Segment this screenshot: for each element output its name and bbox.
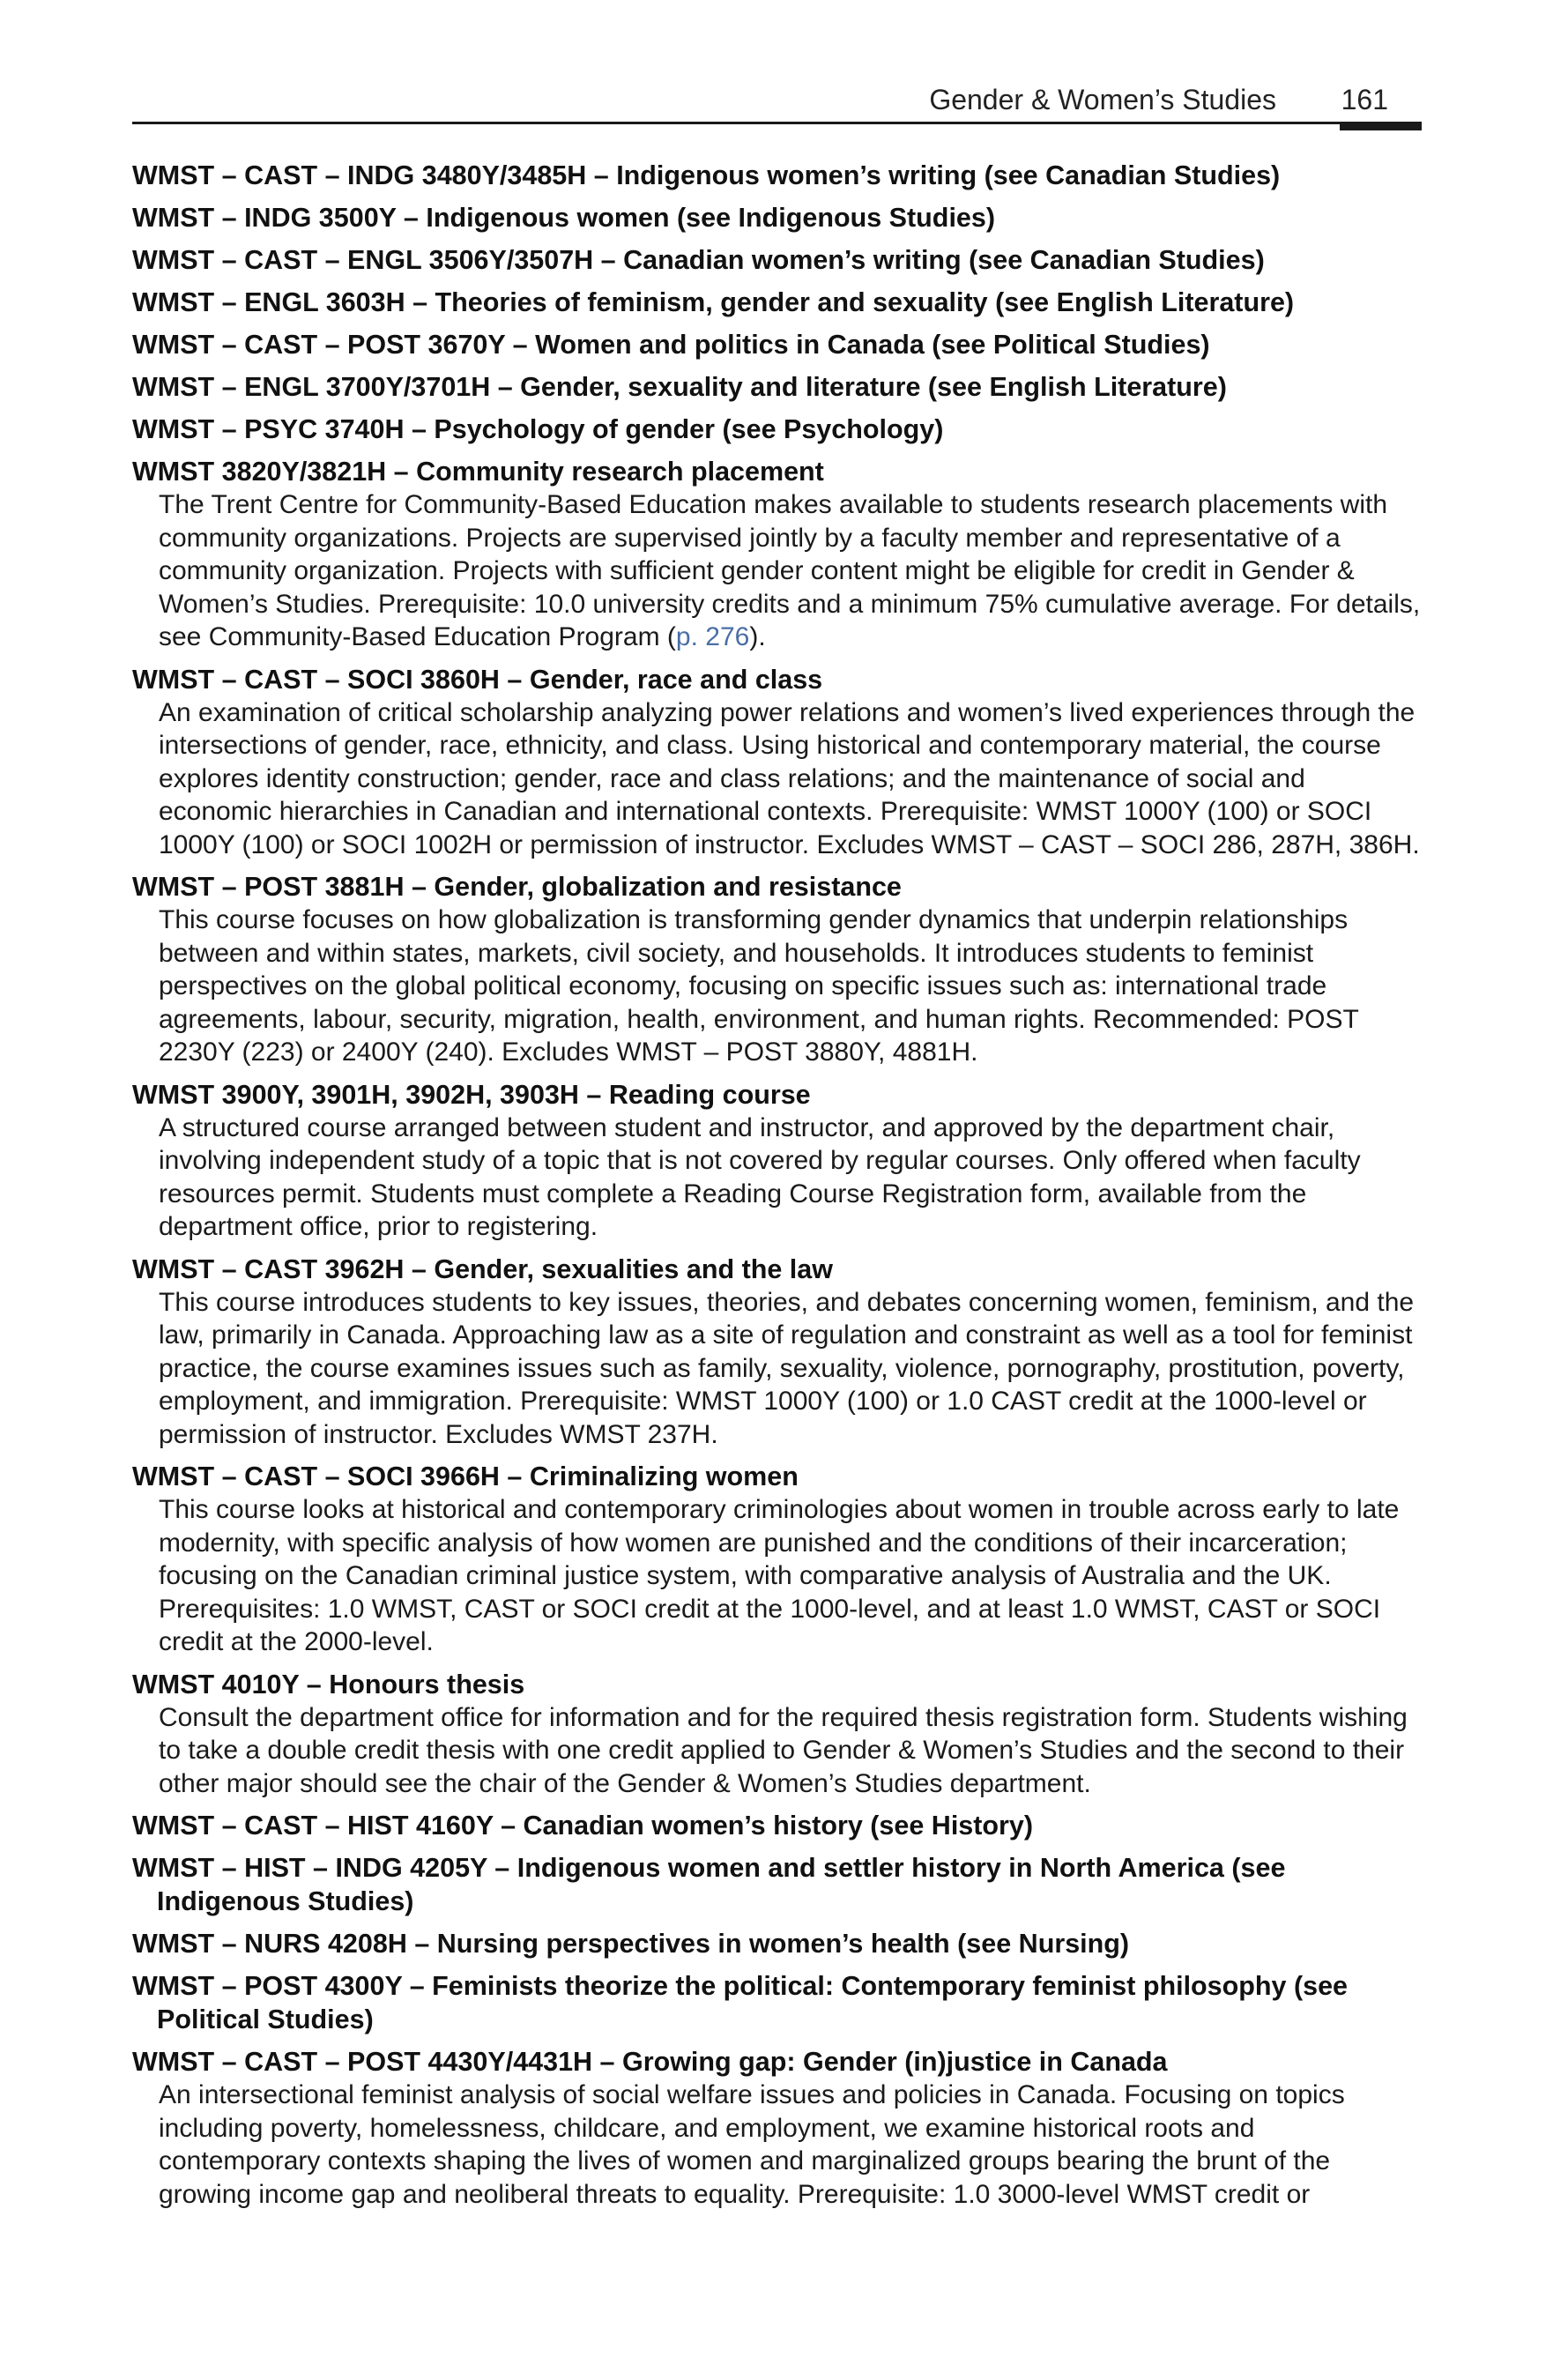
course-description: This course looks at historical and contemporary criminologies about women in trouble across early to late modernity, with specific analysis of how women are punished and the conditions of their incarceration; focusing on the Canadian criminal justice system, with comparative analysis of Australia and the UK. Prerequisites: 1.0 WMST, CAST or SOCI credit at the 1000-level, and at least 1.0 WMST, CAST or SOCI credit at the 2000-level. [159, 1495, 1400, 1656]
course-title: WMST – HIST – INDG 4205Y – Indigenous women and settler history in North America (see Indigenous Studies) [132, 1853, 1286, 1916]
course-title: WMST – CAST – POST 3670Y – Women and politics in Canada (see Political Studies) [132, 330, 1210, 360]
course-entry [132, 201, 1423, 234]
course-title: WMST 3820Y/3821H – Community research placement [132, 457, 824, 487]
course-entry [132, 1927, 1423, 1960]
course-entry [132, 370, 1423, 404]
course-description-text: The Trent Centre for Community-Based Education makes available to students research placements with community organizations. Projects are supervised jointly by a faculty member and representative of a community organization. Projects with sufficient gender content might be eligible for credit in Gender & Women’s Studies. Prerequisite: 10.0 university credits and a minimum 75% cumulative average. For details, see Community-Based Education Program ( [159, 490, 1421, 651]
course-entry [132, 2045, 1423, 2211]
course-title: WMST – CAST – POST 4430Y/4431H – Growing gap: Gender (in)justice in Canada [132, 2047, 1168, 2077]
course-title: WMST – NURS 4208H – Nursing perspectives in women’s health (see Nursing) [132, 1929, 1130, 1959]
course-description: An examination of critical scholarship analyzing power relations and women’s lived experiences through the intersections of gender, race, ethnicity, and class. Using historical and contemporary material, the course explores identity construction; gender, race and class relations; and the maintenance of social and economic hierarchies in Canadian and international contexts. Prerequisite: WMST 1000Y (100) or SOCI 1000Y (100) or SOCI 1002H or permission of instructor. Excludes WMST – CAST – SOCI 286, 287H, 386H. [159, 697, 1420, 859]
course-entry [132, 1253, 1423, 1452]
course-description [132, 488, 1423, 654]
course-title: WMST – CAST – SOCI 3966H – Criminalizing women [132, 1461, 799, 1491]
page-header [132, 78, 1422, 130]
course-entry [132, 1078, 1423, 1244]
course-title: WMST – CAST – SOCI 3860H – Gender, race and class [132, 664, 823, 695]
course-entry [132, 413, 1423, 446]
course-title: WMST – POST 4300Y – Feminists theorize the political: Contemporary feminist philosophy (see Political Studies) [132, 1971, 1349, 2034]
course-entry [132, 1809, 1423, 1842]
course-title: WMST – CAST – HIST 4160Y – Canadian women’s history (see History) [132, 1811, 1034, 1841]
page-reference-link[interactable]: p. 276 [675, 622, 750, 651]
header-rule [132, 122, 1422, 124]
running-header-title: Gender & Women’s Studies [929, 84, 1276, 115]
course-title: WMST – CAST – ENGL 3506Y/3507H – Canadian women’s writing (see Canadian Studies) [132, 245, 1265, 275]
course-entry [132, 286, 1423, 319]
course-entry [132, 455, 1423, 654]
course-title: WMST – POST 3881H – Gender, globalization and resistance [132, 872, 902, 902]
course-entry [132, 1668, 1423, 1801]
course-list [132, 159, 1423, 2220]
course-title: WMST 4010Y – Honours thesis [132, 1669, 525, 1699]
course-title: WMST – INDG 3500Y – Indigenous women (see Indigenous Studies) [132, 203, 995, 233]
course-description: A structured course arranged between student and instructor, and approved by the department chair, involving independent study of a topic that is not covered by regular courses. Only offered when faculty resources permit. Students must complete a Reading Course Registration form, available from the department office, prior to registering. [159, 1112, 1361, 1241]
course-title: WMST – PSYC 3740H – Psychology of gender (see Psychology) [132, 414, 944, 444]
course-description: Consult the department office for information and for the required thesis registration form. Students wishing to take a double credit thesis with one credit applied to Gender & Women’s Studies and the second to their other major should see the chair of the Gender & Women’s Studies department. [159, 1702, 1408, 1798]
page-number: 161 [1341, 84, 1388, 115]
course-title: WMST – ENGL 3700Y/3701H – Gender, sexuality and literature (see English Literature) [132, 372, 1227, 402]
course-entry [132, 663, 1423, 862]
course-entry [132, 243, 1423, 277]
course-description: This course focuses on how globalization is transforming gender dynamics that underpin relationships between and within states, markets, civil society, and households. It introduces students to feminist perspectives on the global political economy, focusing on specific issues such as: international trade agreements, labour, security, migration, health, environment, and human rights. Recommended: POST 2230Y (223) or 2400Y (240). Excludes WMST – POST 3880Y, 4881H. [159, 905, 1359, 1067]
header-tab-bar [1340, 122, 1422, 130]
course-entry [132, 159, 1423, 192]
course-entry [132, 1851, 1423, 1918]
course-title: WMST – CAST – INDG 3480Y/3485H – Indigenous women’s writing (see Canadian Studies) [132, 160, 1281, 190]
course-entry [132, 328, 1423, 361]
course-entry [132, 1969, 1423, 2036]
course-description: An intersectional feminist analysis of social welfare issues and policies in Canada. Focusing on topics including poverty, homelessness, childcare, and employment, we examine historical roots and contemporary contexts shaping the lives of women and marginalized groups bearing the brunt of the growing income gap and neoliberal threats to equality. Prerequisite: 1.0 3000-level WMST credit or [159, 2080, 1345, 2209]
course-entry [132, 1460, 1423, 1659]
course-description: This course introduces students to key issues, theories, and debates concerning women, feminism, and the law, primarily in Canada. Approaching law as a site of regulation and constraint as well as a tool for feminist practice, the course examines issues such as family, sexuality, violence, pornography, prostitution, poverty, employment, and immigration. Prerequisite: WMST 1000Y (100) or 1.0 CAST credit at the 1000-level or permission of instructor. Excludes WMST 237H. [159, 1287, 1415, 1449]
course-title: WMST – CAST 3962H – Gender, sexualities and the law [132, 1253, 833, 1284]
course-description-end: ). [749, 622, 766, 651]
course-title: WMST 3900Y, 3901H, 3902H, 3903H – Reading course [132, 1079, 811, 1110]
course-entry [132, 870, 1423, 1069]
course-title: WMST – ENGL 3603H – Theories of feminism, gender and sexuality (see English Literature) [132, 287, 1295, 317]
